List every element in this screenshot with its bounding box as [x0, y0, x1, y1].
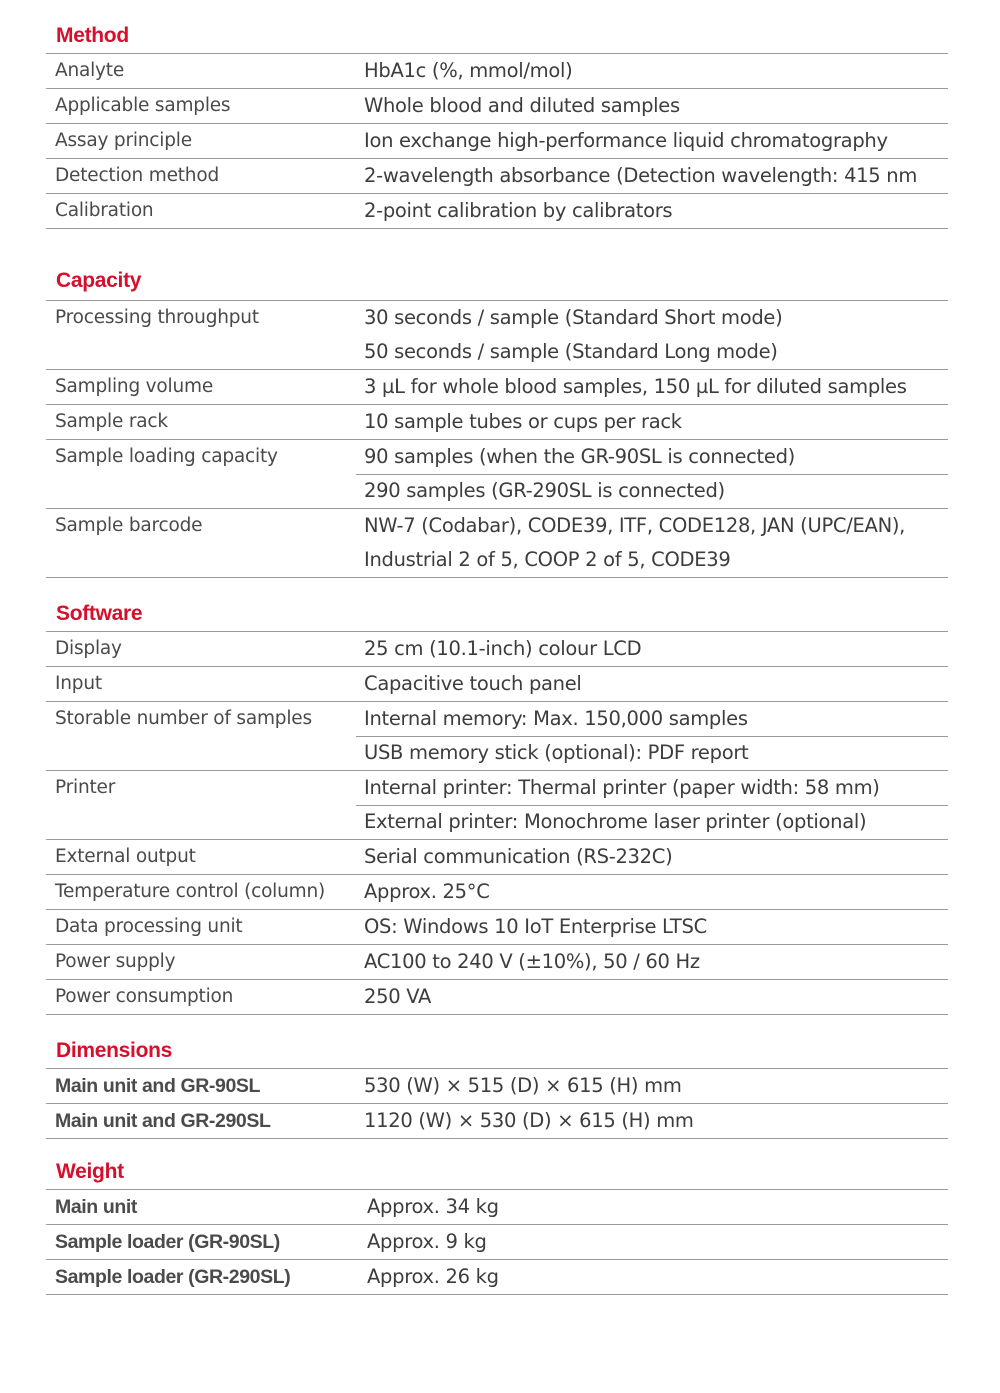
- table-row-sample-loading-capacity-290: [46, 474, 948, 509]
- section-title-software: Software: [56, 602, 143, 625]
- table-row-display: [46, 632, 948, 667]
- row-value: 290 samples (GR-290SL is connected): [364, 479, 725, 502]
- section-title-method: Method: [56, 24, 129, 47]
- row-label: Power consumption: [55, 986, 234, 1007]
- row-label: Sample barcode: [55, 515, 203, 536]
- section-dimensions: [46, 1039, 948, 1139]
- row-value: Approx. 26 kg: [367, 1265, 499, 1288]
- section-title-capacity: Capacity: [56, 269, 142, 292]
- row-label: Storable number of samples: [55, 708, 312, 729]
- table-row-weight-gr290sl: [46, 1260, 948, 1295]
- row-value: Approx. 34 kg: [367, 1195, 499, 1218]
- table-row-weight-main: [46, 1190, 948, 1225]
- table-row-calibration: [46, 194, 948, 229]
- table-row-sampling-volume: [46, 370, 948, 405]
- row-label: Assay principle: [55, 130, 192, 151]
- table-row-printer-external: [46, 805, 948, 840]
- section-capacity: [46, 269, 948, 582]
- row-value: USB memory stick (optional): PDF report: [364, 741, 749, 764]
- table-row-sample-barcode: [46, 509, 948, 543]
- section-software: [46, 602, 948, 1018]
- row-value: Whole blood and diluted samples: [364, 94, 680, 117]
- table-row-power-consumption: [46, 980, 948, 1015]
- row-value: Internal memory: Max. 150,000 samples: [364, 707, 748, 730]
- table-row-applicable-samples: [46, 89, 948, 124]
- row-label: Sample rack: [55, 411, 168, 432]
- table-row-analyte: [46, 54, 948, 89]
- row-label: Sampling volume: [55, 376, 214, 397]
- row-label: Main unit: [55, 1196, 137, 1218]
- row-value: AC100 to 240 V (±10%), 50 / 60 Hz: [364, 950, 700, 973]
- row-value: 30 seconds / sample (Standard Short mode): [364, 306, 783, 329]
- row-value: Internal printer: Thermal printer (paper width: 58 mm): [364, 776, 880, 799]
- row-label: Applicable samples: [55, 95, 231, 116]
- table-row-assay-principle: [46, 124, 948, 159]
- row-label: Detection method: [55, 165, 219, 186]
- table-row-printer: [46, 771, 948, 805]
- row-value: NW-7 (Codabar), CODE39, ITF, CODE128, JAN (UPC/EAN),: [364, 514, 906, 537]
- table-row-weight-gr90sl: [46, 1225, 948, 1260]
- row-value: Approx. 9 kg: [367, 1230, 487, 1253]
- row-label: Main unit and GR-290SL: [55, 1110, 271, 1132]
- row-label: Calibration: [55, 200, 154, 221]
- row-label: Printer: [55, 777, 116, 798]
- row-value: 50 seconds / sample (Standard Long mode): [364, 340, 778, 363]
- section-weight: [46, 1160, 948, 1300]
- section-title-dimensions: Dimensions: [56, 1039, 173, 1062]
- table-row-input: [46, 667, 948, 702]
- row-value: Capacitive touch panel: [364, 672, 582, 695]
- row-value: 1120 (W) × 530 (D) × 615 (H) mm: [364, 1109, 694, 1132]
- row-label: Display: [55, 638, 122, 659]
- table-row-dim-gr90sl: [46, 1069, 948, 1104]
- section-method: [46, 24, 948, 230]
- row-label: External output: [55, 846, 196, 867]
- row-label: Sample loader (GR-290SL): [55, 1266, 291, 1288]
- table-row-data-processing-unit: [46, 910, 948, 945]
- row-value: 25 cm (10.1-inch) colour LCD: [364, 637, 642, 660]
- row-label: Power supply: [55, 951, 176, 972]
- row-label: Input: [55, 673, 102, 694]
- row-label: Analyte: [55, 60, 125, 81]
- table-row-dim-gr290sl: [46, 1104, 948, 1139]
- row-value: Serial communication (RS-232C): [364, 845, 673, 868]
- table-row-temperature-control: [46, 875, 948, 910]
- table-row-power-supply: [46, 945, 948, 980]
- table-row-external-output: [46, 840, 948, 875]
- row-value: Industrial 2 of 5, COOP 2 of 5, CODE39: [364, 548, 731, 571]
- row-label: Sample loader (GR-90SL): [55, 1231, 280, 1253]
- row-label: Processing throughput: [55, 307, 259, 328]
- table-row-storable-samples: [46, 702, 948, 736]
- row-value: Approx. 25°C: [364, 880, 490, 903]
- row-value: 250 VA: [364, 985, 432, 1008]
- row-value: 3 µL for whole blood samples, 150 µL for diluted samples: [364, 375, 907, 398]
- section-title-weight: Weight: [56, 1160, 124, 1183]
- row-value: OS: Windows 10 IoT Enterprise LTSC: [364, 915, 707, 938]
- table-row-sample-rack: [46, 405, 948, 440]
- row-label: Temperature control (column): [55, 881, 326, 902]
- row-value: 2-wavelength absorbance (Detection wavelength: 415 nm: [364, 164, 918, 187]
- row-label: Data processing unit: [55, 916, 243, 937]
- table-row-detection-method: [46, 159, 948, 194]
- row-label: Main unit and GR-90SL: [55, 1075, 261, 1097]
- row-label: Sample loading capacity: [55, 446, 278, 467]
- row-value: External printer: Monochrome laser printer (optional): [364, 810, 867, 833]
- row-value: 90 samples (when the GR-90SL is connected): [364, 445, 795, 468]
- table-row-processing-throughput-long: [46, 335, 948, 370]
- table-row-storable-samples-usb: [46, 736, 948, 771]
- table-row-processing-throughput: [46, 301, 948, 335]
- row-value: HbA1c (%, mmol/mol): [364, 59, 573, 82]
- row-value: Ion exchange high-performance liquid chromatography: [364, 129, 888, 152]
- table-row-sample-loading-capacity: [46, 440, 948, 474]
- row-value: 10 sample tubes or cups per rack: [364, 410, 682, 433]
- row-value: 530 (W) × 515 (D) × 615 (H) mm: [364, 1074, 682, 1097]
- table-row-sample-barcode-cont: [46, 543, 948, 578]
- row-value: 2-point calibration by calibrators: [364, 199, 673, 222]
